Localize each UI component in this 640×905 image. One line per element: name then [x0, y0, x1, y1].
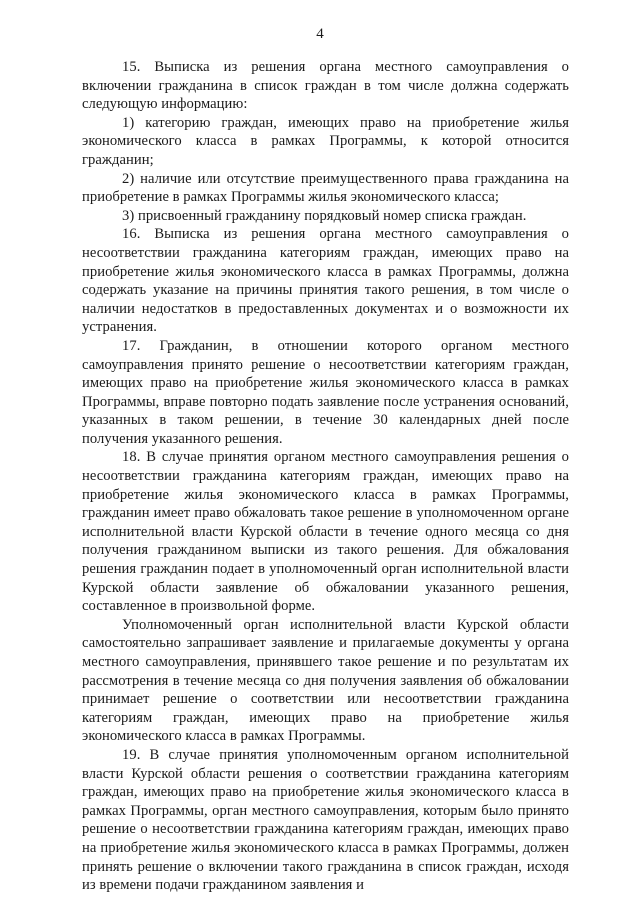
paragraph-15-item-3: 3) присвоенный гражданину порядковый номер списка граждан. [122, 207, 527, 224]
document-body [82, 58, 569, 895]
paragraph-15: 15. Выписка из решения органа местного самоуправления о включении гражданина в список граждан в том числе должна содержать следующую информацию: [82, 59, 569, 113]
paragraph-17: 17. Гражданин, в отношении которого органом местного самоуправления принято решение о несоответствии категориям граждан, имеющих право на приобретение жилья экономического класса в рамках Программы, вправе повторно подать заявление после устранения оснований, указанных в таком решении, в течение 30 календарных дней после получения указанного решения. [82, 337, 569, 447]
page-number: 4 [316, 26, 324, 42]
paragraph-15-item-2: 2) наличие или отсутствие преимущественного права гражданина на приобретение в рамках Программы жилья экономического класса; [82, 170, 569, 206]
paragraph-16: 16. Выписка из решения органа местного самоуправления о несоответствии гражданина категориям граждан, имеющих право на приобретение жилья экономического класса в рамках Программы, должна содержать указание на причины принятия такого решения, в том числе о наличии недостатков в предоставленных документах и о возможности их устранения. [82, 226, 569, 336]
paragraph-18: 18. В случае принятия органом местного самоуправления решения о несоответствии гражданина категориям граждан, имеющих право на приобретение жилья экономического класса в рамках Программы, гражданин имеет право обжаловать такое решение в уполномоченном органе исполнительной власти Курской области в течение одного месяца со дня получения гражданином выписки из такого решения. Для обжалования решения гражданин подает в уполномоченный орган исполнительной власти Курской области заявление об обжаловании указанного решения, составленное в произвольной форме. [82, 449, 569, 615]
paragraph-15-item-1: 1) категорию граждан, имеющих право на приобретение жилья экономического класса в рамках Программы, к которой относится гражданин; [82, 114, 569, 168]
paragraph-18-continued: Уполномоченный орган исполнительной власти Курской области самостоятельно запрашивает заявление и прилагаемые документы у органа местного самоуправления, принявшего такое решение и по результатам их рассмотрения в течение месяца со дня получения заявления об обжаловании принимает решение о соответствии или несоответствии гражданина категориям граждан, имеющих право на приобретение жилья экономического класса в рамках Программы. [82, 616, 569, 745]
paragraph-19: 19. В случае принятия уполномоченным органом исполнительной власти Курской области решения о соответствии гражданина категориям граждан, имеющих право на приобретение жилья экономического класса в рамках Программы, орган местного самоуправления, которым было принято решение о несоответствии гражданина категориям граждан, имеющих право на приобретение жилья экономического класса в рамках Программы, должен принять решение о включении такого гражданина в список граждан, исходя из времени подачи гражданином заявления и [82, 746, 569, 894]
